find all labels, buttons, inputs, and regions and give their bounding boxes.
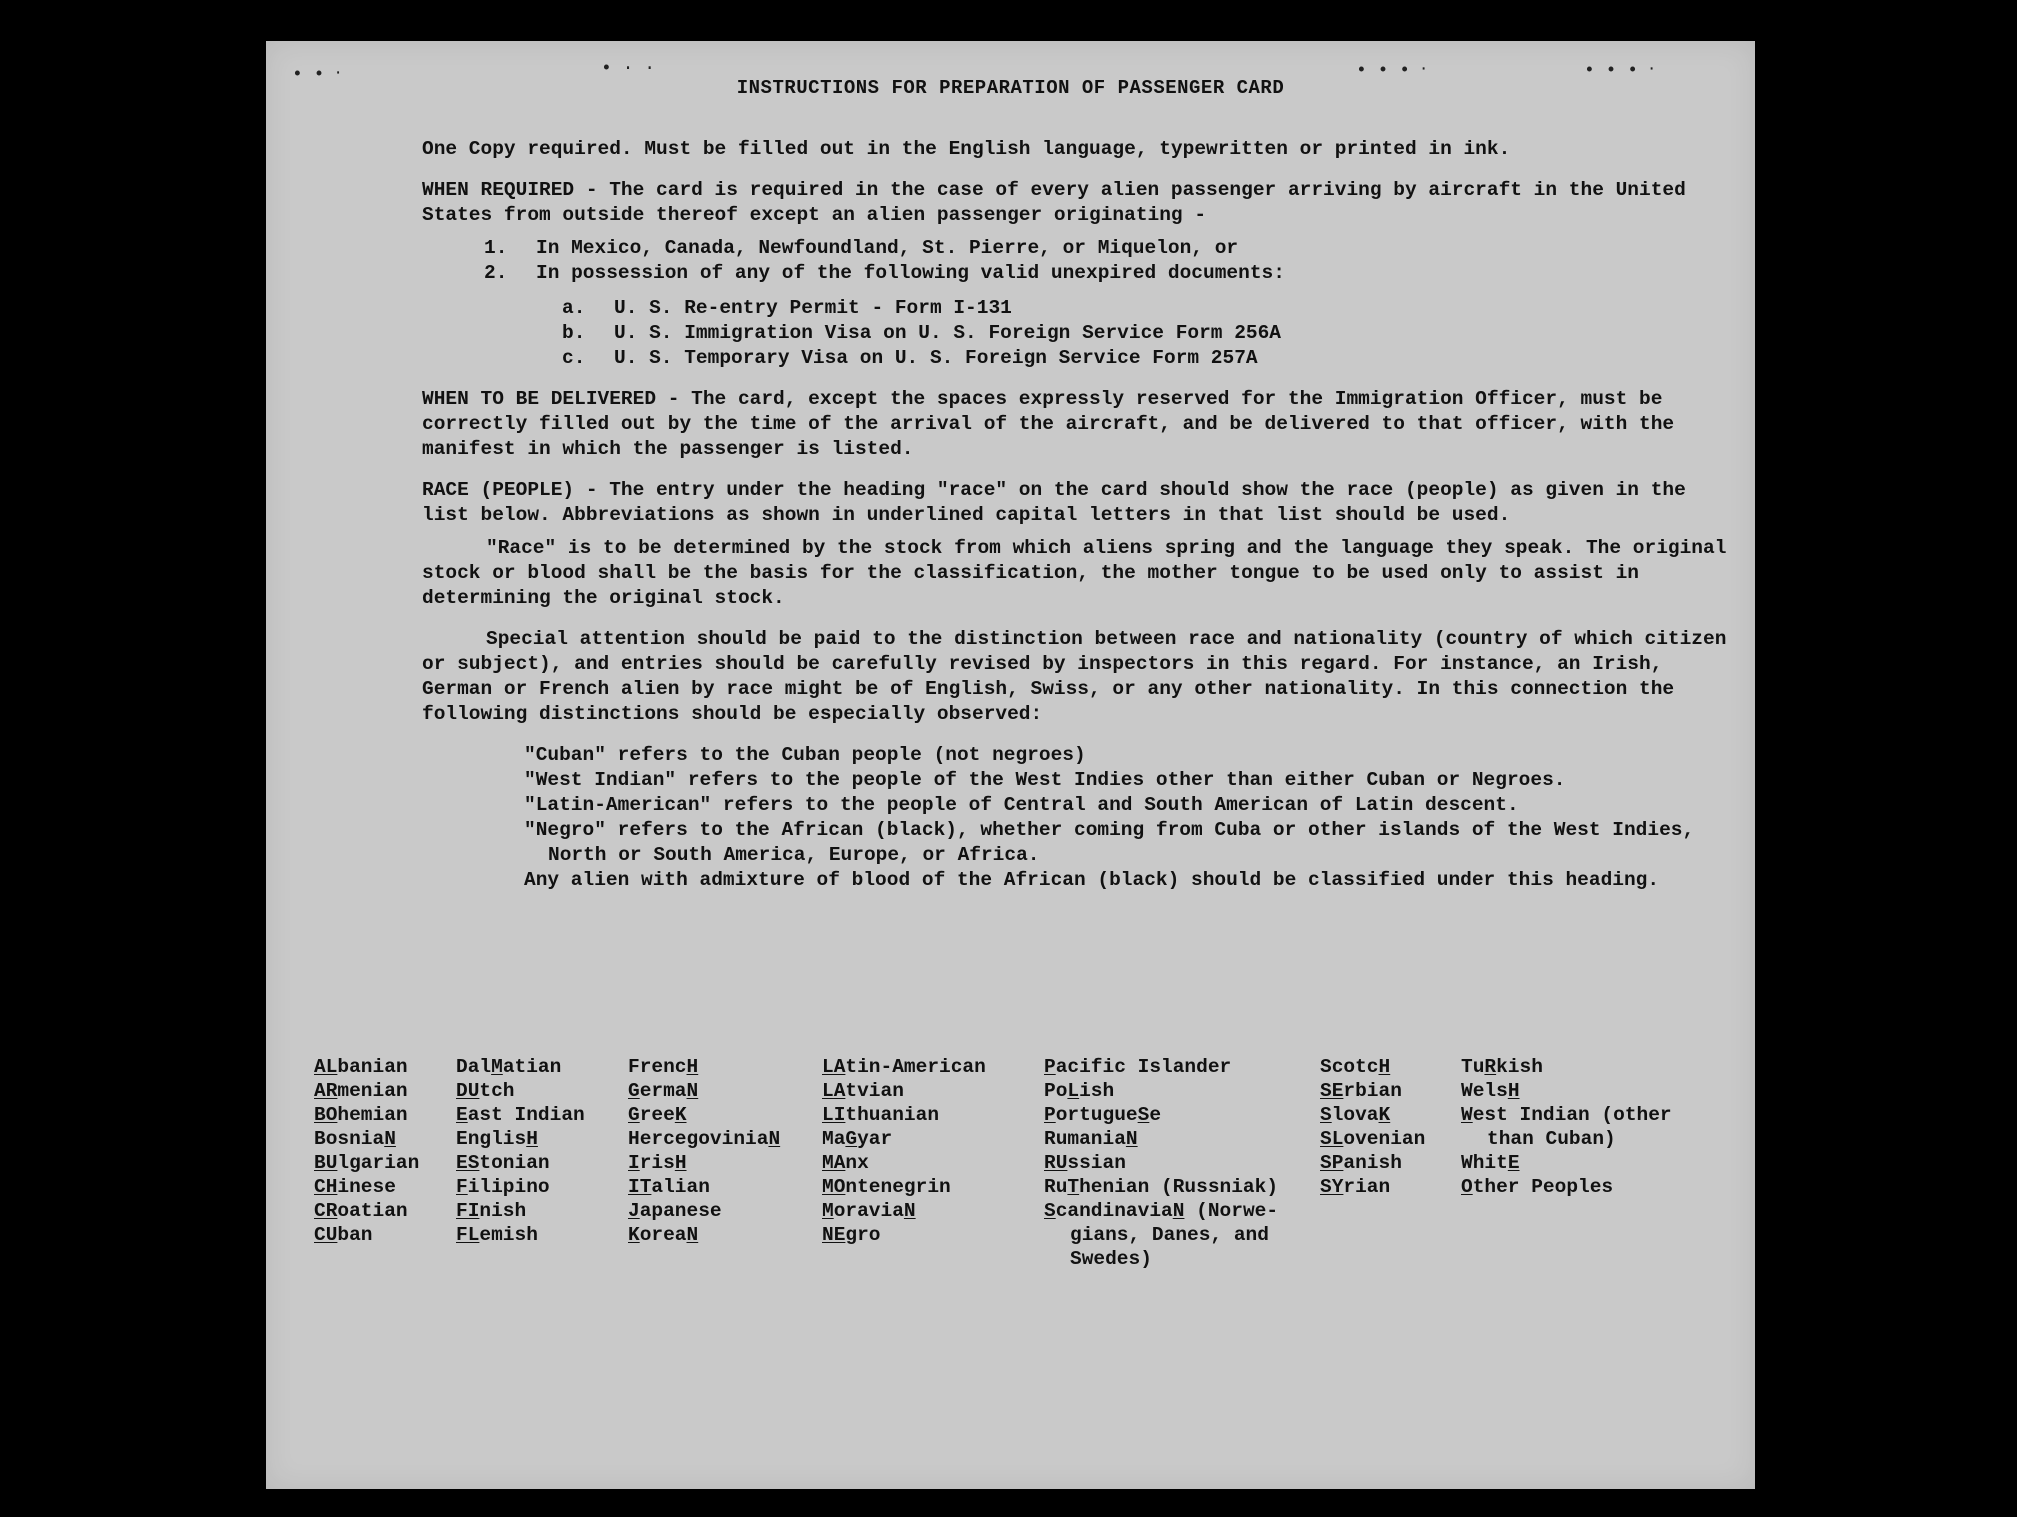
race-entry: ALbanian	[314, 1056, 408, 1078]
race-entry: WelsH	[1461, 1080, 1520, 1102]
list-item: "Negro" refers to the African (black), whether coming from Cuba or other islands of the West Indies, North or South America, Europe, or Africa.	[524, 819, 1695, 866]
intro-paragraph: One Copy required. Must be filled out in the English language, typewritten or printed in ink.	[422, 138, 1511, 160]
race-entry: Filipino	[456, 1176, 550, 1198]
when-delivered-paragraph: WHEN TO BE DELIVERED - The card, except the spaces expressly reserved for the Immigration Officer, must be correctly filled out by the time of the arrival of the aircraft, and be delivered to that officer, with the manifest in which the passenger is listed.	[422, 388, 1675, 460]
race-entry: East Indian	[456, 1104, 585, 1126]
race-entry: Japanese	[628, 1200, 722, 1222]
document-body	[422, 137, 1732, 893]
race-entry: MoraviaN	[822, 1200, 916, 1222]
race-entry: SPanish	[1320, 1152, 1402, 1174]
list-item: 2. In possession of any of the following valid unexpired documents:	[484, 262, 1285, 284]
race-entry: FrencH	[628, 1056, 699, 1078]
distinctions-list	[524, 743, 1732, 893]
scan-speck: • • • ‧	[1584, 61, 1655, 81]
race-entry: SErbian	[1320, 1080, 1402, 1102]
race-column-7	[1461, 1055, 1672, 1199]
race-column-3	[628, 1055, 780, 1247]
scan-speck: • • • ‧	[1356, 61, 1427, 81]
document-title: INSTRUCTIONS FOR PREPARATION OF PASSENGER CARD	[736, 77, 1285, 99]
race-entry: ScotcH	[1320, 1056, 1391, 1078]
race-entry: PortugueSe	[1044, 1104, 1162, 1126]
race-entry: IrisH	[628, 1152, 687, 1174]
race-entry: WhitE	[1461, 1152, 1520, 1174]
race-entry: BosniaN	[314, 1128, 396, 1150]
document-page	[266, 41, 1755, 1489]
race-entry: gians, Danes, and	[1070, 1224, 1269, 1246]
race-entry: GreeK	[628, 1104, 687, 1126]
race-entry: DalMatian	[456, 1056, 562, 1078]
race-entry: NEgro	[822, 1224, 881, 1246]
list-item: c. U. S. Temporary Visa on U. S. Foreign Service Form 257A	[562, 347, 1258, 369]
document-list	[562, 296, 1732, 371]
race-entry: HercegoviniaN	[628, 1128, 781, 1150]
race-entry: LIthuanian	[822, 1104, 940, 1126]
race-entry: GermaN	[628, 1080, 699, 1102]
race-entry: RumaniaN	[1044, 1128, 1138, 1150]
race-entry: West Indian (other	[1461, 1104, 1672, 1126]
when-required-paragraph: WHEN REQUIRED - The card is required in the case of every alien passenger arriving by aircraft in the United States from outside thereof except an alien passenger originating -	[422, 179, 1686, 226]
race-entry: EStonian	[456, 1152, 550, 1174]
special-attention-paragraph: Special attention should be paid to the distinction between race and nationality (country of which citizen or subject), and entries should be carefully revised by inspectors in this regard. For instance, an Irish, German or French alien by race might be of English, Swiss, or any other nationality. In this connection the following distinctions should be especially observed:	[422, 628, 1727, 725]
race-column-6	[1320, 1055, 1425, 1199]
list-item: 1. In Mexico, Canada, Newfoundland, St. Pierre, or Miquelon, or	[484, 237, 1239, 259]
scan-speck: • · ·	[601, 59, 656, 79]
race-entry: FLemish	[456, 1224, 538, 1246]
race-entry: MOntenegrin	[822, 1176, 951, 1198]
race-people-paragraph: RACE (PEOPLE) - The entry under the heading "race" on the card should show the race (people) as given in the list below. Abbreviations as shown in underlined capital letters in that list should be used.	[422, 479, 1686, 526]
race-entry: RuThenian (Russniak)	[1044, 1176, 1279, 1198]
race-entry: than Cuban)	[1487, 1128, 1616, 1150]
race-entry: ITalian	[628, 1176, 710, 1198]
race-entry: Other Peoples	[1461, 1176, 1614, 1198]
race-entry: KoreaN	[628, 1224, 699, 1246]
race-entry: MaGyar	[822, 1128, 893, 1150]
race-entry: CRoatian	[314, 1200, 408, 1222]
race-determined-paragraph: "Race" is to be determined by the stock from which aliens spring and the language they speak. The original stock or blood shall be the basis for the classification, the mother tongue to be used only to assist in determining the original stock.	[422, 537, 1727, 609]
race-entry: BUlgarian	[314, 1152, 420, 1174]
list-item: "West Indian" refers to the people of the West Indies other than either Cuban or Negroes.	[524, 769, 1566, 791]
race-entry: LAtin-American	[822, 1056, 986, 1078]
race-entry: SlovaK	[1320, 1104, 1391, 1126]
list-item: "Latin-American" refers to the people of Central and South American of Latin descent.	[524, 794, 1519, 816]
race-column-5	[1044, 1055, 1278, 1271]
race-entry: TuRkish	[1461, 1056, 1543, 1078]
race-entry: ARmenian	[314, 1080, 408, 1102]
race-entry: BOhemian	[314, 1104, 408, 1126]
race-entry: Swedes)	[1070, 1248, 1152, 1270]
race-entry: Pacific Islander	[1044, 1056, 1232, 1078]
origin-exception-list	[484, 236, 1732, 286]
list-item: b. U. S. Immigration Visa on U. S. Foreign Service Form 256A	[562, 322, 1282, 344]
list-item: a. U. S. Re-entry Permit - Form I-131	[562, 297, 1012, 319]
race-entry: MAnx	[822, 1152, 869, 1174]
list-item: Any alien with admixture of blood of the African (black) should be classified under this heading.	[524, 869, 1660, 891]
race-entry: LAtvian	[822, 1080, 904, 1102]
race-column-1	[314, 1055, 419, 1247]
scan-speck: • • ‧	[292, 65, 341, 85]
race-entry: DUtch	[456, 1080, 515, 1102]
race-entry: SYrian	[1320, 1176, 1391, 1198]
race-entry: EnglisH	[456, 1128, 538, 1150]
list-item: "Cuban" refers to the Cuban people (not negroes)	[524, 744, 1086, 766]
race-entry: FInish	[456, 1200, 527, 1222]
race-column-2	[456, 1055, 585, 1247]
race-entry: CHinese	[314, 1176, 396, 1198]
race-entry: CUban	[314, 1224, 373, 1246]
race-column-4	[822, 1055, 986, 1247]
race-entry: RUssian	[1044, 1152, 1126, 1174]
race-entry: PoLish	[1044, 1080, 1115, 1102]
race-entry: SLovenian	[1320, 1128, 1426, 1150]
race-entry: ScandinaviaN (Norwe-	[1044, 1200, 1279, 1222]
